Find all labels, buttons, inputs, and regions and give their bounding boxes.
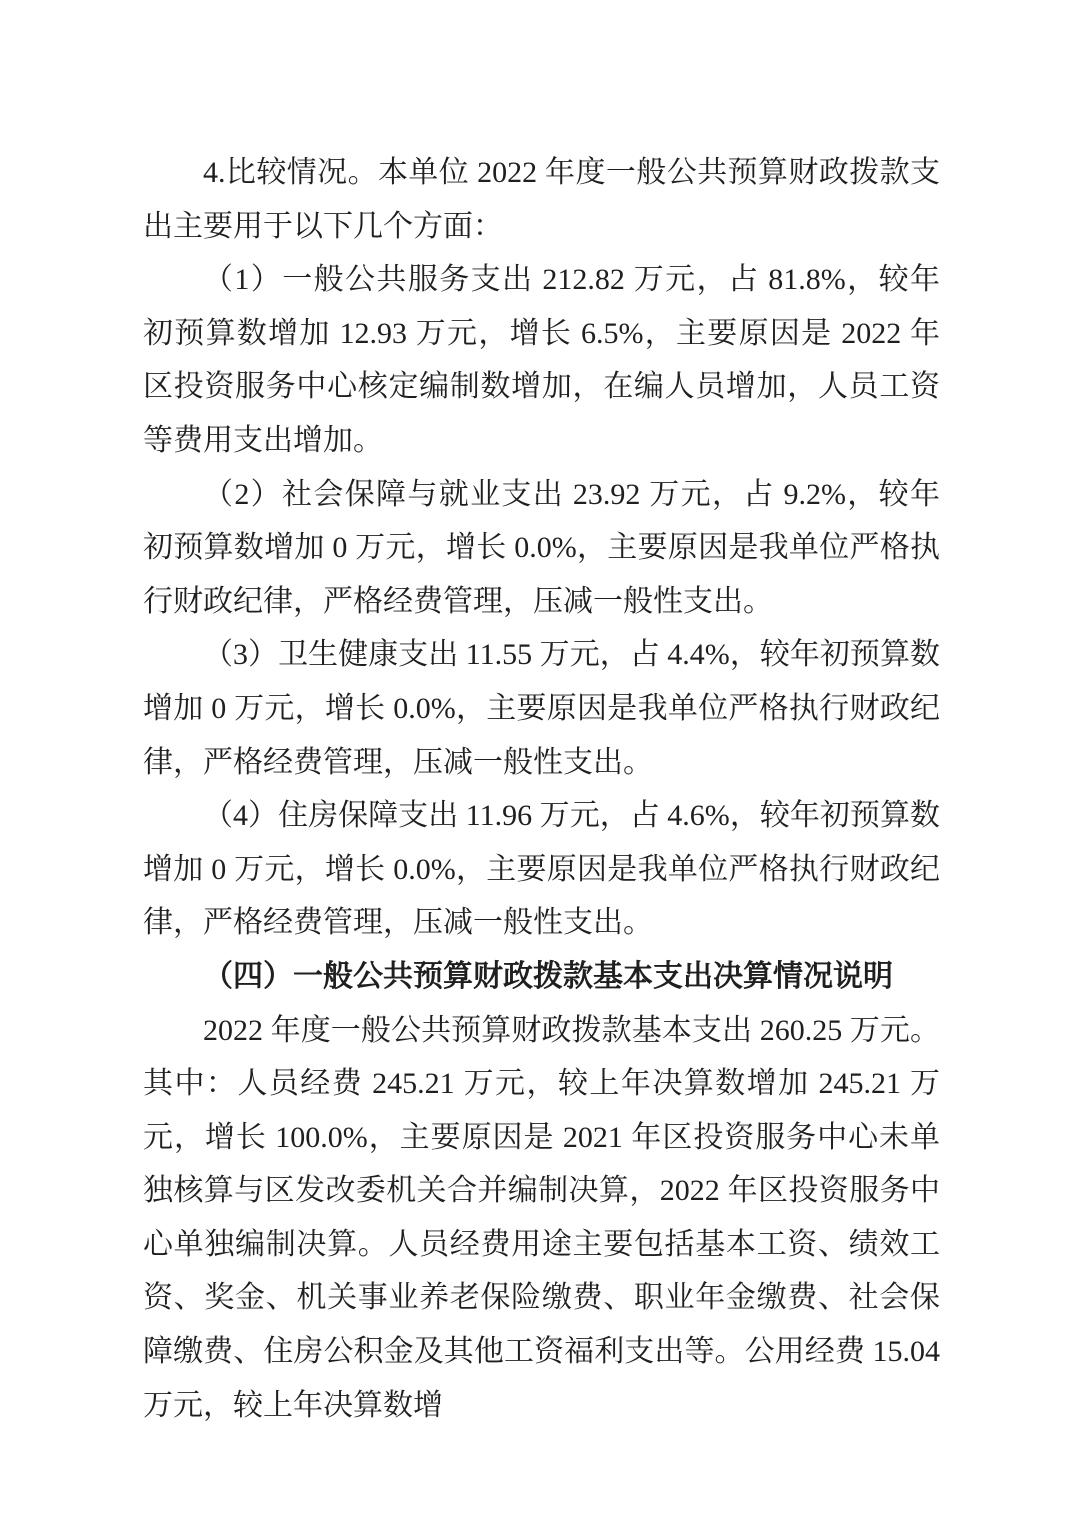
paragraph-item-4-housing-security: （4）住房保障支出 11.96 万元，占 4.6%，较年初预算数增加 0 万元，增长 0.0%，主要原因是我单位严格执行财政纪律，严格经费管理，压减一般性支出。: [143, 799, 940, 940]
section-heading-basic-expenditure: （四）一般公共预算财政拨款基本支出决算情况说明: [203, 959, 893, 993]
document-page: [143, 146, 940, 1520]
paragraph-item-3-health: （3）卫生健康支出 11.55 万元，占 4.4%，较年初预算数增加 0 万元，增长 0.0%，主要原因是我单位严格执行财政纪律，严格经费管理，压减一般性支出。: [143, 638, 940, 779]
paragraph-item-2-social-security-employment: （2）社会保障与就业支出 23.92 万元，占 9.2%，较年初预算数增加 0 万元，增长 0.0%，主要原因是我单位严格执行财政纪律，严格经费管理，压减一般性支出。: [143, 477, 940, 618]
paragraph-item-1-general-public-services: （1）一般公共服务支出 212.82 万元，占 81.8%，较年初预算数增加 12.93 万元，增长 6.5%，主要原因是 2022 年区投资服务中心核定编制数增加，在编人员增加，人员工资等费用支出增加。: [143, 263, 940, 457]
paragraph-comparison-intro: 4.比较情况。本单位 2022 年度一般公共预算财政拨款支出主要用于以下几个方面：: [143, 156, 940, 243]
paragraph-basic-expenditure-details: 2022 年度一般公共预算财政拨款基本支出 260.25 万元。其中：人员经费 245.21 万元，较上年决算数增加 245.21 万元，增长 100.0%，主要原因是 2021 年区投资服务中心未单独核算与区发改委机关合并编制决算，2022 年区投资服务中心单独编制决算。人员经费用途主要包括基本工资、绩效工资、奖金、机关事业养老保险缴费、职业年金缴费、社会保障缴费、住房公积金及其他工资福利支出等。公用经费 15.04 万元，较上年决算数增: [143, 1013, 940, 1422]
